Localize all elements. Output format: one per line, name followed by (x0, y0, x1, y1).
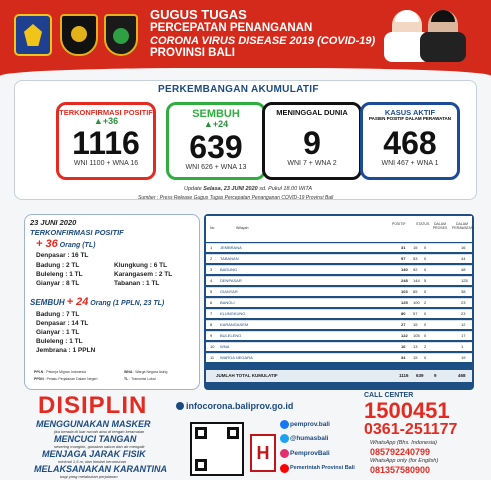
daily-positive-note: Orang (TL) (59, 242, 96, 249)
row-no: 4 (210, 278, 213, 283)
row-c2: 5 (424, 278, 427, 283)
row-c3: 48 (461, 267, 466, 272)
row-no: 2 (210, 256, 213, 261)
row-name: BANGLI (220, 300, 235, 305)
table-row (206, 309, 472, 318)
stat-confirmed-foot: WNI 1100 + WNA 16 (73, 160, 139, 168)
rule-0-sub: jika berada di luar rumah atau di tengah keramaian (54, 429, 145, 434)
row-total: 31 (401, 245, 406, 250)
row-c2: 0 (424, 256, 427, 261)
row-c1: 92 (413, 267, 418, 272)
social-instagram[interactable]: PemprovBali (290, 450, 330, 457)
pos-row-2-name: Buleleng (36, 271, 64, 278)
whatsapp-en-number: 081357580900 (370, 465, 431, 475)
legend-1 (34, 377, 97, 381)
rule-2-sub: minimal 1,5 m, dan hindari kerumunan (58, 459, 127, 464)
total-total: 1116 (399, 373, 409, 378)
stat-recovered-value: 639 (189, 128, 243, 165)
source-line: Sumber : Press Release Gugus Tugas Percepatan Penanganan COVID-19 Provinsi Bali (138, 195, 334, 201)
legend-2-key: WNA (124, 370, 133, 374)
social-youtube[interactable]: Pemerintah Provinsi Bali (290, 465, 355, 471)
row-c1: 144 (413, 278, 420, 283)
stat-confirmed-label: TERKONFIRMASI POSITIF (59, 108, 153, 117)
social-twitter[interactable]: @humasbali (290, 435, 329, 442)
row-c3: 12 (461, 322, 466, 327)
stat-recovered (166, 102, 266, 180)
stat-recovered-label: SEMBUH (192, 108, 240, 120)
legend-1-key: PPDN (34, 377, 44, 381)
row-no: 11 (210, 355, 215, 360)
stat-recovered-foot: WNI 626 + WNA 13 (185, 163, 247, 171)
row-c3: 1 (461, 344, 464, 349)
rule-3-main: MELAKSANAKAN KARANTINA (34, 464, 167, 474)
row-name: GIANYAR (220, 289, 238, 294)
pos-row-6-name: Tabanan (114, 280, 141, 287)
call-center-label: CALL CENTER (364, 392, 414, 399)
stat-confirmed-value: 1116 (72, 125, 140, 162)
header-line-4: PROVINSI BALI (150, 47, 235, 60)
row-total: 140 (401, 267, 408, 272)
row-name: WNA (220, 344, 230, 349)
row-c2: 0 (424, 355, 427, 360)
pos-row-0-val: : 16 TL (67, 252, 89, 259)
row-no: 10 (210, 344, 215, 349)
rec-row-4 (36, 347, 95, 354)
table-total-row (206, 370, 472, 382)
table-row (206, 287, 472, 296)
row-total: 80 (401, 311, 406, 316)
whatsapp-id-number: 085792240799 (370, 447, 431, 457)
rule-3-sub: bagi yang melakukan perjalanan (60, 474, 118, 479)
pos-row-1 (36, 262, 79, 269)
rec-row-2-name: Gianyar (36, 329, 61, 336)
rec-row-0 (36, 311, 79, 318)
whatsapp-en-label: WhatsApp only (for English) (370, 458, 439, 464)
legend-0-key: PPLN (34, 370, 44, 374)
row-c2: 2 (424, 344, 427, 349)
table-row (206, 243, 472, 252)
row-name: KARANGASEM (220, 322, 249, 327)
row-no: 7 (210, 311, 213, 316)
row-c2: 0 (424, 245, 427, 250)
legend-1-val: : Pelaku Perjalanan Dalam Negeri (44, 377, 98, 381)
header-line-2: PERCEPATAN PENANGANAN (150, 22, 313, 35)
row-no: 5 (210, 289, 213, 294)
header-line-3: CORONA VIRUS DISEASE 2019 (COVID-19) (150, 34, 376, 47)
pos-row-3 (36, 280, 79, 287)
row-c1: 15 (413, 322, 418, 327)
total-c1: 639 (416, 373, 424, 378)
col-wilayah: Wilayah (236, 226, 249, 230)
col-no: No (210, 226, 215, 230)
row-name: JEMBRANA (220, 245, 242, 250)
stat-recovered-delta: ▲+24 (203, 119, 229, 129)
row-name: BULELENG (220, 333, 242, 338)
row-c3: 19 (461, 355, 466, 360)
twitter-icon (280, 434, 289, 443)
row-c1: 13 (413, 344, 418, 349)
table-row (206, 254, 472, 263)
col-proses: DALAM PROSES (432, 222, 448, 230)
legend-2 (124, 370, 167, 374)
hut-badge-icon: H (250, 434, 276, 472)
kodam-logo-icon (60, 14, 98, 56)
daily-positive-summary (36, 238, 95, 250)
bali-province-logo-icon (14, 14, 52, 56)
social-facebook[interactable]: pemprov.bali (290, 421, 330, 428)
pos-row-0 (36, 252, 88, 259)
daily-date: 23 JUNI 2020 (30, 218, 77, 227)
row-no: 8 (210, 322, 213, 327)
row-c1: 57 (413, 311, 418, 316)
header-title (150, 8, 375, 60)
row-no: 1 (210, 245, 213, 250)
row-c1: 65 (413, 289, 418, 294)
pos-row-3-name: Gianyar (36, 280, 61, 287)
row-c3: 17 (461, 333, 466, 338)
row-total: 103 (401, 289, 408, 294)
rec-row-4-name: Jembrana (36, 347, 67, 354)
row-total: 34 (401, 355, 406, 360)
row-c3: 125 (461, 278, 468, 283)
pos-row-5-val: : 2 TL (154, 271, 173, 278)
rec-row-1-name: Denpasar (36, 320, 66, 327)
rec-row-4-val: : 1 PPLN (68, 347, 96, 354)
row-c2: 0 (424, 333, 427, 338)
col-positif: POSITIF (392, 222, 406, 226)
row-total: 122 (401, 333, 408, 338)
daily-positive-count: + 36 (36, 238, 58, 250)
daily-recovered-note: Orang (1 PPLN, 23 TL) (90, 300, 165, 307)
row-name: DENPASAR (220, 278, 242, 283)
row-total: 97 (401, 256, 406, 261)
pos-row-3-val: : 8 TL (62, 280, 80, 287)
pos-row-6-val: : 1 TL (142, 280, 160, 287)
pos-row-5-name: Karangasem (114, 271, 154, 278)
globe-icon (176, 402, 184, 410)
stat-active-foot: WNI 467 + WNA 1 (381, 160, 439, 167)
stat-active-value: 468 (383, 125, 437, 161)
pos-row-0-name: Denpasar (36, 252, 66, 259)
qr-code (190, 422, 244, 476)
campaign-title: DISIPLIN (38, 392, 148, 419)
stat-active-label: KASUS AKTIF (384, 108, 436, 117)
row-c3: 23 (461, 300, 466, 305)
daily-positive-title: TERKONFIRMASI POSITIF (30, 228, 124, 237)
col-status: STATUS (416, 222, 430, 226)
row-name: KLUNGKUNG (220, 311, 246, 316)
stat-active-sub: PASIEN POSITIF DALAM PERAWATAN (368, 115, 451, 121)
instagram-icon (280, 449, 289, 458)
header-line-1: GUGUS TUGAS (150, 7, 247, 22)
table-row (206, 276, 472, 285)
row-c1: 15 (413, 245, 418, 250)
pos-row-1-name: Badung (36, 262, 61, 269)
police-bali-logo-icon (104, 14, 138, 56)
stat-deaths (262, 102, 362, 180)
row-name: WARGA NEGARA (220, 355, 253, 360)
row-c2: 0 (424, 267, 427, 272)
row-total: 16 (401, 344, 406, 349)
update-prefix: Update (184, 186, 202, 192)
pos-row-4-val: : 6 TL (149, 262, 168, 269)
rec-row-3-name: Buleleng (36, 338, 64, 345)
rec-row-0-val: : 7 TL (62, 311, 80, 318)
rule-1-sub: sesering mungkin, gunakan sabun dan air mengalir (54, 444, 145, 449)
table-row (206, 298, 472, 307)
row-total: 27 (401, 322, 406, 327)
legend-2-val: : Warga Negara Asing (133, 370, 168, 374)
rec-row-3-val: : 1 TL (65, 338, 83, 345)
rec-row-1-val: : 14 TL (67, 320, 89, 327)
row-c1: 100 (413, 300, 420, 305)
regional-table-header (206, 216, 472, 242)
pos-row-4-name: Klungkung (114, 262, 148, 269)
youtube-icon (280, 464, 289, 473)
total-c2: 9 (434, 373, 437, 378)
row-c2: 2 (424, 300, 427, 305)
section-title: PERKEMBANGAN AKUMULATIF (158, 84, 319, 95)
rec-row-0-name: Badung (36, 311, 61, 318)
update-line (184, 186, 312, 192)
stat-active (360, 102, 460, 180)
stat-confirmed (56, 102, 156, 180)
pos-row-1-val: : 2 TL (62, 262, 80, 269)
phone-primary: 1500451 (364, 398, 450, 423)
row-no: 9 (210, 333, 213, 338)
daily-recovered-summary (30, 296, 164, 308)
rule-2-main: MENJAGA JARAK FISIK (42, 449, 146, 459)
stat-deaths-value: 9 (303, 124, 321, 161)
phone-secondary: 0361-251177 (364, 421, 458, 438)
row-c2: 0 (424, 322, 427, 327)
update-suffix: sd. Pukul 18.00 WITA (259, 186, 313, 192)
legend-3-key: TL (124, 377, 129, 381)
total-c3: 468 (458, 373, 466, 378)
legend-0-val: : Pekerja Migran Indonesia (44, 370, 86, 374)
table-row (206, 331, 472, 340)
col-perawatan: DALAM PERAWATAN (452, 222, 474, 230)
row-c3: 44 (461, 256, 466, 261)
row-total: 248 (401, 278, 408, 283)
stat-deaths-label: MENINGGAL DUNIA (276, 108, 348, 117)
pos-row-2-val: : 1 TL (65, 271, 83, 278)
update-date: Selasa, 23 JUNI 2020 (203, 186, 258, 192)
rec-row-1 (36, 320, 88, 327)
row-c2: 0 (424, 289, 427, 294)
row-name: BADUNG (220, 267, 238, 272)
rec-row-3 (36, 338, 83, 345)
vice-governor-portrait (428, 10, 458, 60)
rule-1-main: MENCUCI TANGAN (54, 434, 137, 444)
rec-row-2-val: : 1 TL (62, 329, 80, 336)
governor-portrait (392, 10, 422, 60)
row-name: TABANAN (220, 256, 239, 261)
pos-row-4 (114, 262, 167, 269)
pos-row-5 (114, 271, 172, 278)
row-c2: 0 (424, 311, 427, 316)
row-total: 125 (401, 300, 408, 305)
table-row (206, 320, 472, 329)
table-row (206, 342, 472, 351)
pos-row-2 (36, 271, 83, 278)
total-label: JUMLAH TOTAL KUMULATIF (216, 373, 278, 378)
stat-confirmed-delta: ▲+36 (93, 115, 119, 126)
header-banner (0, 0, 491, 76)
row-no: 6 (210, 300, 213, 305)
website-link[interactable]: infocorona.baliprov.go.id (186, 401, 294, 411)
daily-recovered-count: + 24 (66, 296, 89, 308)
daily-recovered-title: SEMBUH (30, 298, 65, 307)
legend-3 (124, 377, 156, 381)
row-c1: 105 (413, 333, 420, 338)
row-c1: 15 (413, 355, 418, 360)
rule-0-main: MENGGUNAKAN MASKER (36, 419, 151, 429)
facebook-icon (280, 420, 289, 429)
row-c3: 23 (461, 311, 466, 316)
row-c3: 16 (461, 245, 466, 250)
pos-row-6 (114, 280, 159, 287)
whatsapp-id-label: WhatsApp (Bhs. Indonesia) (370, 440, 437, 446)
row-no: 3 (210, 267, 213, 272)
table-row (206, 353, 472, 362)
stat-deaths-foot: WNI 7 + WNA 2 (287, 159, 337, 167)
row-c1: 53 (413, 256, 418, 261)
row-c3: 38 (461, 289, 466, 294)
table-row (206, 265, 472, 274)
legend-0 (34, 370, 86, 374)
legend-3-val: : Transmisi Lokal (129, 377, 156, 381)
rec-row-2 (36, 329, 79, 336)
